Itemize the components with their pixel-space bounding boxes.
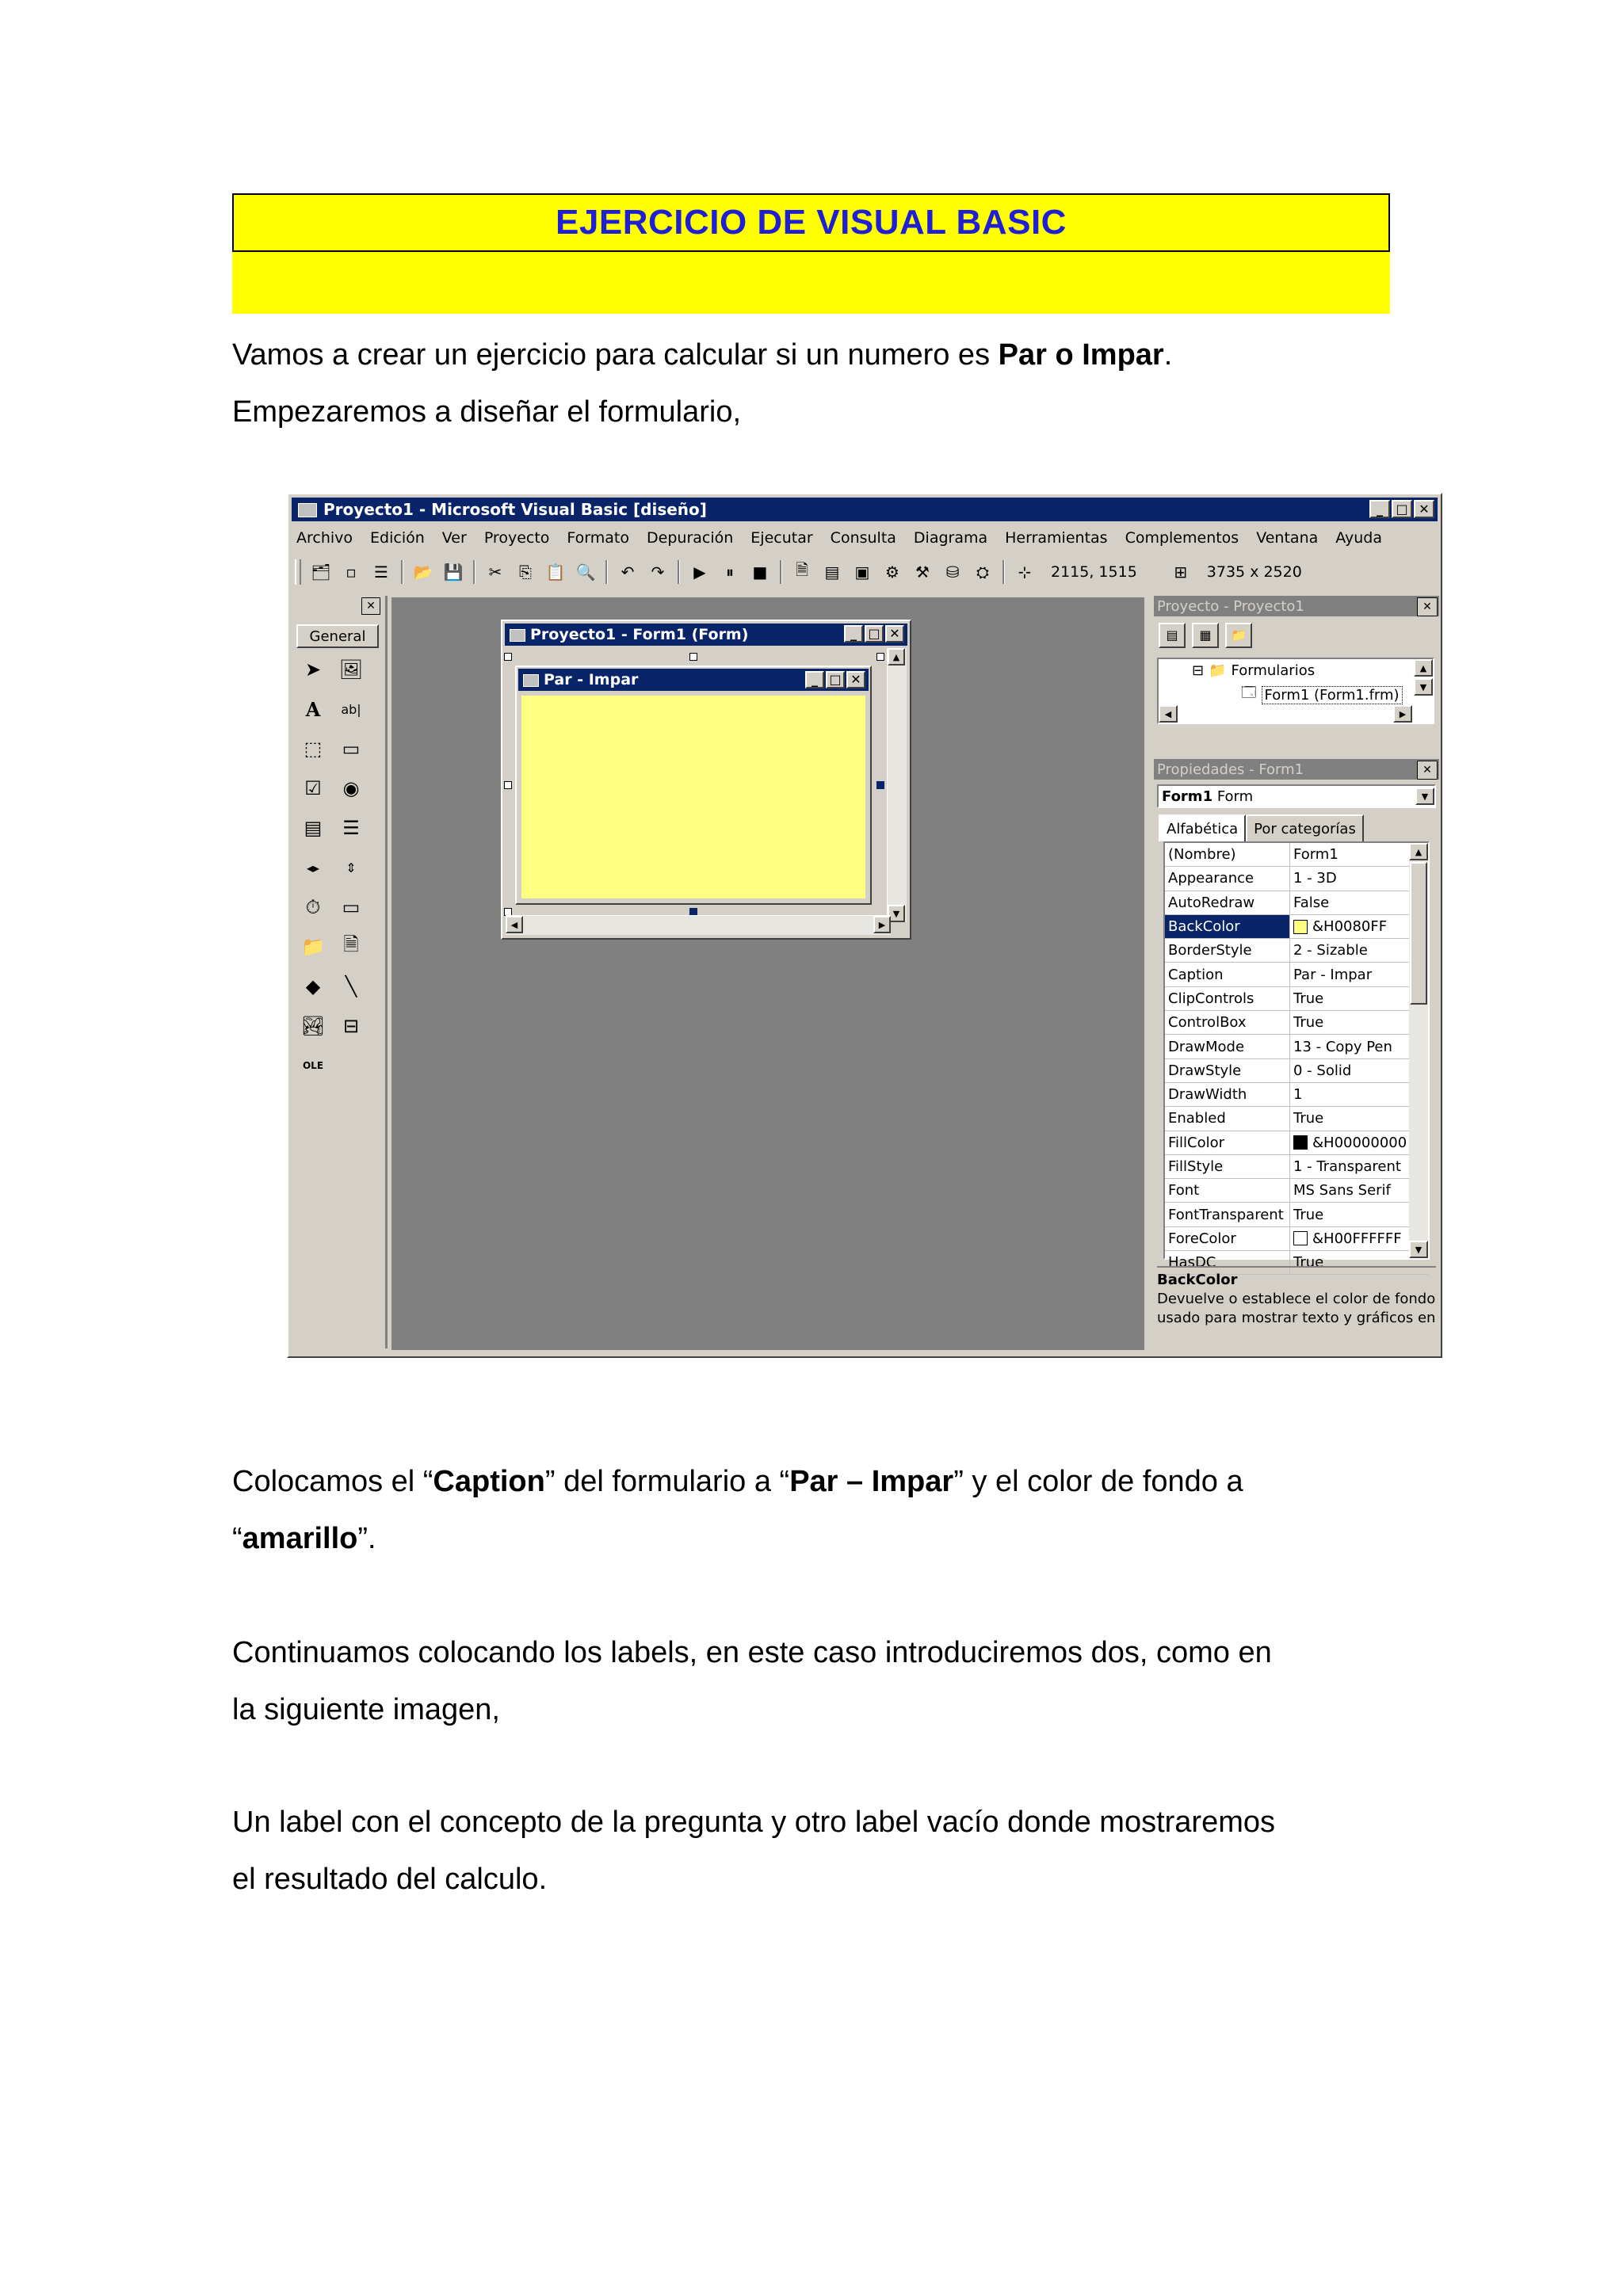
toolbox-border [385,596,388,1348]
tree-form-row[interactable] [1241,683,1403,707]
property-value[interactable] [1290,1182,1391,1199]
resize-handle[interactable] [876,653,884,661]
object-combo-name: Form1 [1162,788,1213,805]
intro-bold: Par o Impar [998,338,1164,372]
property-value-text: 1 - Transparent [1293,1158,1401,1175]
project-explorer-icon[interactable]: 🗎 [795,560,809,579]
filelistbox-icon[interactable]: 🗎 [343,933,359,955]
menu-archivo[interactable]: Archivo [296,529,353,547]
object-browser-icon[interactable]: ⚙ [885,563,899,582]
project-panel-toolbar [1159,623,1252,648]
property-value-text: MS Sans Serif [1293,1182,1391,1199]
property-value[interactable] [1290,1207,1323,1223]
result-line-2: el resultado del calculo. [232,1863,548,1896]
property-value[interactable] [1290,1062,1351,1079]
property-row[interactable] [1165,987,1428,1011]
property-value-text: 2 - Sizable [1293,942,1368,959]
form-designer-window [501,620,911,940]
property-name: Appearance [1165,867,1290,890]
commandbutton-icon[interactable]: ▭ [342,738,361,760]
toolbox-general-tab[interactable]: General [296,624,379,648]
picturebox-icon[interactable]: 🖼 [338,658,364,681]
tree-folder-label: Formularios [1231,662,1316,679]
toolbar-separator [780,560,782,584]
text-run: ” del formulario a “ [544,1465,790,1498]
properties-panel-title: Propiedades - Form1 [1157,761,1304,778]
property-name: ForeColor [1165,1227,1290,1250]
scroll-down-icon[interactable]: ▼ [1414,678,1433,696]
object-combo[interactable] [1157,784,1436,808]
toolbar-separator [1002,560,1005,584]
scroll-up-icon[interactable]: ▲ [1409,843,1428,860]
text-run: ”. [357,1522,376,1555]
image-icon[interactable]: 🏞 [300,1015,326,1037]
ide-title-bar [292,498,1438,521]
property-value[interactable] [1290,1086,1302,1103]
menu-diagrama[interactable]: Diagrama [913,529,988,547]
form-designer-buttons [844,625,904,643]
add-form-icon[interactable]: ▫ [346,563,357,582]
property-row[interactable] [1165,843,1428,867]
form-designer-title: Proyecto1 - Form1 (Form) [530,626,749,643]
property-value-text: 1 [1293,1086,1303,1104]
form-designer-icon [510,629,525,642]
title-box [232,193,1390,252]
property-value[interactable] [1290,990,1323,1007]
intro-period: . [1163,338,1173,372]
undo-icon[interactable]: ↶ [621,563,635,582]
intro-line-2: Empezaremos a diseñar el formulario, [232,395,742,429]
vscrollbar-icon[interactable]: ⇕ [346,860,357,875]
form-par-impar[interactable] [515,666,872,905]
property-row[interactable] [1165,915,1428,939]
text-run: ” y el color de fondo a [953,1465,1243,1498]
vb-ide-screenshot [287,493,1442,1358]
close-icon[interactable]: ✕ [1417,761,1438,780]
label-icon[interactable]: A [305,697,321,721]
title-banner-bottom [232,252,1390,314]
caption-paragraph [232,1453,1389,1567]
menu-ayuda[interactable]: Ayuda [1335,529,1382,547]
caption-line-1 [232,1453,1389,1510]
property-name: (Nombre) [1165,843,1290,866]
property-value[interactable] [1290,942,1368,959]
cut-icon[interactable]: ✂ [488,563,502,582]
paste-icon[interactable]: 📋 [545,563,566,582]
data-control-icon[interactable]: ⊟ [342,1015,360,1037]
property-value-text: True [1293,1206,1324,1223]
property-value[interactable] [1290,1110,1323,1127]
form-caption: Par - Impar [544,671,639,688]
menu-bar [296,526,1382,550]
intro-line-1 [232,326,1389,383]
properties-grid [1163,841,1430,1272]
property-value[interactable] [1290,1014,1323,1031]
folder-icon: 📁 [1209,662,1227,679]
property-value[interactable] [1290,894,1329,911]
project-panel [1154,596,1439,756]
properties-window-icon[interactable]: ▤ [824,563,840,582]
view-code-icon[interactable]: ▤ [1159,623,1186,648]
property-row[interactable] [1165,1011,1428,1035]
property-value-text: &H00000000 [1312,1134,1407,1151]
title-banner [232,193,1390,314]
size-icon: ⊞ [1174,563,1188,582]
property-name: FillStyle [1165,1155,1290,1178]
pause-icon[interactable]: ⏸ [726,563,734,582]
scroll-right-icon[interactable]: ▶ [873,916,891,933]
toolbox-icon[interactable]: ⚒ [915,563,930,582]
property-value-text: True [1293,1110,1324,1127]
property-row[interactable] [1165,1131,1428,1155]
property-row[interactable] [1165,1107,1428,1131]
size-readout: 3735 x 2520 [1206,563,1302,581]
toolbar-grip[interactable] [295,559,301,585]
property-name: Caption [1165,963,1290,986]
caption-line-2 [232,1510,1389,1567]
view-object-icon[interactable]: ▦ [1192,623,1219,648]
result-line-1: Un label con el concepto de la pregunta y otro label vacío donde mostraremos [232,1806,1276,1839]
scroll-up-icon[interactable]: ▲ [888,648,905,666]
scroll-down-icon[interactable]: ▼ [1409,1241,1428,1258]
menu-ver[interactable]: Ver [441,529,467,547]
property-value-text: &H0080FF [1312,918,1388,936]
description-text: Devuelve o establece el color de fondo usado para mostrar texto y gráficos en [1157,1291,1436,1326]
property-name: ClipControls [1165,987,1290,1010]
property-value-text: False [1293,894,1330,911]
project-panel-title: Proyecto - Proyecto1 [1157,597,1304,615]
property-name: Enabled [1165,1107,1290,1130]
dirlistbox-icon[interactable]: 📁 [301,936,325,958]
close-icon[interactable]: ✕ [885,625,904,643]
position-icon: ⊹ [1018,563,1032,582]
scroll-right-icon[interactable]: ▶ [1393,705,1412,723]
labels-line-1: Continuamos colocando los labels, en este caso introduciremos dos, como en [232,1636,1272,1669]
property-name: FillColor [1165,1131,1290,1154]
color-swatch [1293,1231,1308,1245]
standard-toolbar [295,556,1393,588]
menu-herramientas[interactable]: Herramientas [1005,529,1108,547]
collapse-icon[interactable]: ⊟ [1192,662,1205,679]
property-value[interactable] [1290,1039,1392,1055]
chevron-down-icon[interactable]: ▼ [1415,788,1434,805]
form-icon: 🗔 [1241,685,1257,701]
menu-ventana[interactable]: Ventana [1256,529,1319,547]
property-name: DrawMode [1165,1035,1290,1058]
property-row[interactable] [1165,867,1428,891]
labels-paragraph [232,1624,1389,1738]
resize-handle[interactable] [689,653,697,661]
property-value[interactable] [1290,918,1387,935]
bold-amarillo: amarillo [242,1522,358,1555]
property-value-text: &H00FFFFFF [1312,1230,1402,1247]
text-run: “ [232,1522,242,1555]
toolbar-separator [473,560,475,584]
toolbox-close-icon[interactable]: ✕ [361,597,380,615]
resize-handle[interactable] [504,653,512,661]
tab-por-categorias[interactable]: Por categorías [1246,814,1364,841]
document-title: EJERCICIO DE VISUAL BASIC [556,203,1067,242]
menu-editor-icon[interactable]: ☰ [374,563,388,582]
design-area [391,597,1144,1350]
maximize-icon[interactable]: □ [826,671,845,688]
tab-alfabetica[interactable]: Alfabética [1159,814,1246,841]
properties-tabs [1159,814,1364,840]
open-icon[interactable]: 📂 [413,563,433,582]
pointer-icon[interactable]: ➤ [304,658,322,681]
vb-app-icon [298,503,317,517]
find-icon[interactable]: 🔍 [575,563,596,582]
scroll-thumb[interactable] [1410,862,1427,1005]
description-title: BackColor [1157,1272,1238,1288]
property-row[interactable] [1165,1059,1428,1083]
result-paragraph [232,1794,1389,1908]
data-view-icon[interactable]: ⛁ [945,563,960,582]
property-value-text: 0 - Solid [1293,1062,1352,1079]
property-row[interactable] [1165,1227,1428,1251]
component-manager-icon[interactable]: ⛭ [976,563,989,582]
property-value-text: Par - Impar [1293,966,1373,983]
property-value-text: 1 - 3D [1293,870,1337,887]
form-designer-hscroll[interactable] [506,915,891,935]
property-value[interactable] [1290,1135,1407,1151]
menu-formato[interactable]: Formato [567,529,630,547]
properties-panel [1154,759,1439,1345]
property-value-text: True [1293,1254,1324,1272]
scroll-left-icon[interactable]: ◀ [1159,705,1178,723]
menu-edicion[interactable]: Edición [370,529,425,547]
menu-depuracion[interactable]: Depuración [647,529,734,547]
close-icon[interactable]: ✕ [1417,597,1438,616]
close-icon[interactable]: ✕ [1414,500,1434,518]
minimize-icon[interactable]: _ [1369,500,1390,518]
property-row[interactable] [1165,1035,1428,1058]
form-buttons [805,671,865,688]
minimize-icon[interactable]: _ [844,625,863,643]
property-value-text: True [1293,990,1324,1007]
property-value[interactable] [1290,846,1338,863]
menu-consulta[interactable]: Consulta [830,529,896,547]
form-icon [523,674,539,687]
property-row[interactable] [1165,1203,1428,1226]
frame-icon[interactable]: ⬚ [304,738,323,760]
property-description [1157,1266,1436,1342]
position-readout: 2115, 1515 [1051,563,1137,581]
property-name: DrawStyle [1165,1059,1290,1082]
property-name: ControlBox [1165,1011,1290,1034]
resize-handle[interactable] [876,781,884,789]
property-value[interactable] [1290,870,1337,887]
line-icon[interactable]: ╲ [345,975,357,997]
object-combo-type: Form [1216,788,1254,805]
property-name: AutoRedraw [1165,891,1290,914]
project-panel-title-bar [1154,596,1439,616]
property-row[interactable] [1165,891,1428,915]
scroll-up-icon[interactable]: ▲ [1414,659,1433,677]
form-client-area[interactable] [521,696,865,898]
checkbox-icon[interactable]: ☑ [304,777,322,799]
ide-title: Proyecto1 - Microsoft Visual Basic [diseño] [323,500,707,519]
property-row[interactable] [1165,1155,1428,1179]
form-layout-icon[interactable]: ▣ [854,563,870,582]
listbox-icon[interactable]: ☰ [342,817,360,839]
property-row[interactable] [1165,939,1428,963]
resize-handle[interactable] [504,781,512,789]
copy-icon[interactable]: ⎘ [519,563,532,582]
maximize-icon[interactable]: □ [865,625,884,643]
form-designer-title-bar [505,624,907,646]
textbox-icon[interactable]: ab| [341,701,361,717]
text-run: Colocamos el “ [232,1465,433,1498]
property-row[interactable] [1165,1179,1428,1203]
properties-panel-title-bar [1154,759,1439,780]
hscrollbar-icon[interactable]: ◂▸ [306,860,320,875]
intro-text: Vamos a crear un ejercicio para calcular si un numero es [232,338,999,372]
shape-icon[interactable]: ◆ [305,975,321,997]
tree-folder-row[interactable] [1192,662,1315,679]
labels-line-2: la siguiente imagen, [232,1693,500,1726]
toolbar-separator [401,560,403,584]
toggle-folders-icon[interactable]: 📁 [1225,623,1252,648]
ole-icon[interactable]: OLE [302,1060,324,1071]
scroll-left-icon[interactable]: ◀ [506,916,523,933]
scroll-down-icon[interactable]: ▼ [888,905,905,922]
property-name: DrawWidth [1165,1083,1290,1106]
start-icon[interactable]: ▶ [693,563,706,582]
combobox-icon[interactable]: ▤ [304,817,323,839]
property-name: FontTransparent [1165,1203,1290,1226]
optionbutton-icon[interactable]: ◉ [342,777,360,799]
minimize-icon[interactable]: _ [805,671,824,688]
form-designer-vscroll[interactable] [887,648,907,922]
save-icon[interactable]: 💾 [443,563,464,582]
menu-complementos[interactable]: Complementos [1125,529,1239,547]
toolbox-panel [293,596,382,1348]
property-row[interactable] [1165,1083,1428,1107]
properties-scrollbar[interactable] [1409,843,1428,1258]
drivelistbox-icon[interactable]: ▭ [342,896,361,918]
property-value[interactable] [1290,1158,1401,1175]
stop-icon[interactable]: ■ [752,563,768,582]
color-swatch [1293,920,1308,934]
timer-icon[interactable]: ⏱ [305,896,321,918]
property-value-text: Form1 [1293,846,1338,864]
property-value[interactable] [1290,1230,1402,1247]
property-value-text: True [1293,1014,1324,1032]
form-title-bar [518,669,869,691]
intro-paragraph [232,326,1389,441]
toolbar-separator [605,560,608,584]
project-tree [1157,658,1434,724]
property-name: Font [1165,1179,1290,1202]
tree-form-label: Form1 (Form1.frm) [1262,686,1403,704]
menu-ejecutar[interactable]: Ejecutar [750,529,813,547]
color-swatch [1293,1135,1308,1150]
ide-window-buttons [1369,500,1434,518]
add-project-icon[interactable]: 🗂 [311,563,331,582]
property-name: BorderStyle [1165,939,1290,962]
property-name: HasDC [1165,1251,1290,1274]
menu-proyecto[interactable]: Proyecto [483,529,550,547]
bold-par-impar: Par – Impar [789,1465,954,1498]
close-icon[interactable]: ✕ [846,671,865,688]
property-value[interactable] [1290,967,1372,983]
bold-caption: Caption [433,1465,545,1498]
toolbar-separator [678,560,680,584]
maximize-icon[interactable]: □ [1392,500,1412,518]
property-name: BackColor [1165,915,1290,938]
property-value-text: 13 - Copy Pen [1293,1038,1392,1055]
redo-icon[interactable]: ↷ [651,563,665,582]
property-row[interactable] [1165,963,1428,986]
